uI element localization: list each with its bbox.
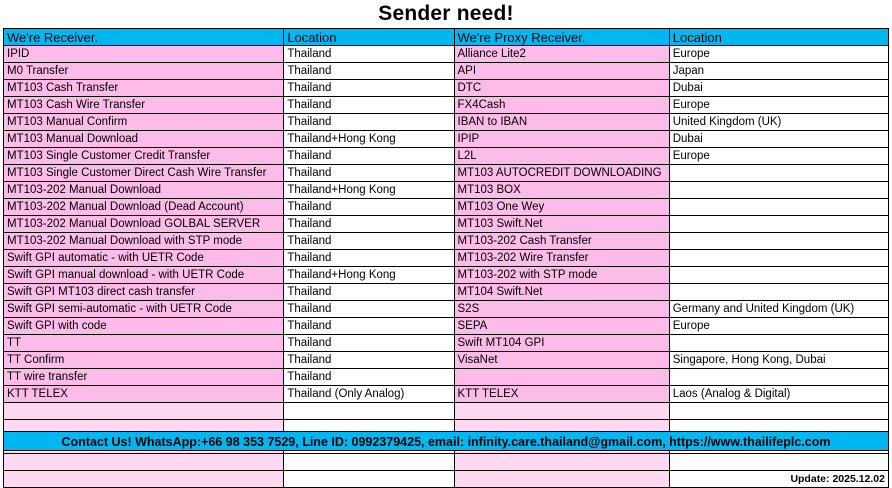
table-cell: Thailand: [284, 369, 454, 386]
table-row: [4, 216, 889, 233]
table-cell: TT Confirm: [4, 352, 284, 369]
table-cell: Thailand: [284, 335, 454, 352]
table-cell: Germany and United Kingdom (UK): [669, 301, 888, 318]
contact-footer[interactable]: Contact Us! WhatsApp:+66 98 353 7529, Line ID: 0992379425, email: infinity.care.thailand@gmail.com, https://www.thailifeplc.com: [3, 431, 889, 451]
table-cell: Europe: [669, 46, 888, 63]
table-cell: Thailand: [284, 216, 454, 233]
table-cell: DTC: [454, 80, 669, 97]
table-cell: MT103-202 Wire Transfer: [454, 250, 669, 267]
table-cell: Thailand: [284, 199, 454, 216]
table-cell: M0 Transfer: [4, 63, 284, 80]
table-cell: Thailand (Only Analog): [284, 386, 454, 403]
table-cell: [4, 454, 284, 471]
table-cell: [4, 403, 284, 420]
table-row: [4, 352, 889, 369]
table-row: [4, 318, 889, 335]
table-cell: Europe: [669, 97, 888, 114]
table-cell: MT103-202 Manual Download: [4, 182, 284, 199]
table-cell: MT103 Manual Confirm: [4, 114, 284, 131]
spacer-cell: [284, 471, 454, 488]
table-cell: Thailand: [284, 165, 454, 182]
table-cell: [454, 403, 669, 420]
table-cell: S2S: [454, 301, 669, 318]
table-cell: Swift MT104 GPI: [454, 335, 669, 352]
table-cell: [454, 454, 669, 471]
table-row: [4, 97, 889, 114]
table-cell: KTT TELEX: [4, 386, 284, 403]
table-cell: Europe: [669, 318, 888, 335]
table-cell: IBAN to IBAN: [454, 114, 669, 131]
spacer-cell: [4, 471, 284, 488]
table-cell: [669, 165, 888, 182]
table-cell: Thailand: [284, 318, 454, 335]
table-cell: [669, 199, 888, 216]
table-cell: MT103 AUTOCREDIT DOWNLOADING: [454, 165, 669, 182]
table-header-row: [4, 29, 889, 46]
table-cell: MT103-202 Manual Download GOLBAL SERVER: [4, 216, 284, 233]
table-cell: [669, 403, 888, 420]
table-cell: Alliance Lite2: [454, 46, 669, 63]
update-row: [4, 471, 889, 488]
table-cell: TT wire transfer: [4, 369, 284, 386]
data-table: [3, 28, 889, 488]
table-cell: Swift GPI manual download - with UETR Code: [4, 267, 284, 284]
table-cell: Dubai: [669, 80, 888, 97]
table-cell: Thailand: [284, 250, 454, 267]
table-cell: Thailand: [284, 148, 454, 165]
table-cell: [284, 403, 454, 420]
table-cell: MT103 BOX: [454, 182, 669, 199]
table-row: [4, 165, 889, 182]
table-cell: Thailand: [284, 63, 454, 80]
table-cell: MT103 Manual Download: [4, 131, 284, 148]
table-cell: [669, 182, 888, 199]
table-cell: Thailand: [284, 233, 454, 250]
spacer-cell: [454, 471, 669, 488]
table-cell: Thailand: [284, 284, 454, 301]
table-cell: L2L: [454, 148, 669, 165]
table-row: [4, 267, 889, 284]
table-cell: Thailand: [284, 114, 454, 131]
table-cell: [669, 454, 888, 471]
table-row: [4, 199, 889, 216]
table-row: [4, 284, 889, 301]
table-row: [4, 63, 889, 80]
table-row: [4, 250, 889, 267]
table-cell: TT: [4, 335, 284, 352]
table-cell: VisaNet: [454, 352, 669, 369]
table-cell: API: [454, 63, 669, 80]
table-cell: Thailand: [284, 301, 454, 318]
table-cell: Europe: [669, 148, 888, 165]
table-cell: SEPA: [454, 318, 669, 335]
table-row: [4, 131, 889, 148]
table-cell: Singapore, Hong Kong, Dubai: [669, 352, 888, 369]
table-body: [4, 46, 889, 488]
column-header-proxy-receiver: We're Proxy Receiver.: [454, 29, 669, 46]
table-row: [4, 114, 889, 131]
table-cell: Thailand: [284, 80, 454, 97]
update-note: Update: 2025.12.02: [669, 471, 888, 488]
table-cell: MT103 Swift.Net: [454, 216, 669, 233]
table-row: [4, 386, 889, 403]
table-row: [4, 403, 889, 420]
table-row: [4, 80, 889, 97]
table-row: [4, 233, 889, 250]
table-cell: MT103-202 Manual Download (Dead Account): [4, 199, 284, 216]
table-cell: Thailand: [284, 97, 454, 114]
table-cell: United Kingdom (UK): [669, 114, 888, 131]
column-header-location-2: Location: [669, 29, 888, 46]
table-cell: MT104 Swift.Net: [454, 284, 669, 301]
table-cell: MT103 One Wey: [454, 199, 669, 216]
table-cell: IPID: [4, 46, 284, 63]
table-cell: [669, 267, 888, 284]
table-cell: [454, 369, 669, 386]
table-cell: [669, 335, 888, 352]
table-cell: Swift GPI automatic - with UETR Code: [4, 250, 284, 267]
table-row: [4, 301, 889, 318]
table-row: [4, 335, 889, 352]
table-cell: [669, 369, 888, 386]
table-cell: IPIP: [454, 131, 669, 148]
table-cell: MT103-202 Cash Transfer: [454, 233, 669, 250]
table-cell: Dubai: [669, 131, 888, 148]
page-title: Sender need!: [0, 0, 892, 28]
table-row: [4, 369, 889, 386]
column-header-location-1: Location: [284, 29, 454, 46]
table-row: [4, 46, 889, 63]
table-cell: Swift GPI semi-automatic - with UETR Code: [4, 301, 284, 318]
table-cell: Japan: [669, 63, 888, 80]
table-cell: Swift GPI MT103 direct cash transfer: [4, 284, 284, 301]
table-cell: MT103-202 Manual Download with STP mode: [4, 233, 284, 250]
table-row: [4, 148, 889, 165]
table-row: [4, 454, 889, 471]
table-cell: Thailand+Hong Kong: [284, 267, 454, 284]
table-cell: Laos (Analog & Digital): [669, 386, 888, 403]
table-cell: Thailand+Hong Kong: [284, 182, 454, 199]
table-cell: KTT TELEX: [454, 386, 669, 403]
table-cell: [669, 250, 888, 267]
table-cell: Thailand: [284, 46, 454, 63]
table-cell: MT103 Cash Wire Transfer: [4, 97, 284, 114]
column-header-receiver: We're Receiver.: [4, 29, 284, 46]
table-cell: MT103 Cash Transfer: [4, 80, 284, 97]
table-cell: [284, 454, 454, 471]
table-cell: Swift GPI with code: [4, 318, 284, 335]
table-row: [4, 182, 889, 199]
table-cell: MT103 Single Customer Direct Cash Wire Transfer: [4, 165, 284, 182]
table-cell: Thailand: [284, 352, 454, 369]
table-cell: MT103-202 with STP mode: [454, 267, 669, 284]
table-cell: [669, 284, 888, 301]
table-cell: FX4Cash: [454, 97, 669, 114]
table-cell: [669, 233, 888, 250]
table-cell: Thailand+Hong Kong: [284, 131, 454, 148]
table-cell: MT103 Single Customer Credit Transfer: [4, 148, 284, 165]
table-cell: [669, 216, 888, 233]
